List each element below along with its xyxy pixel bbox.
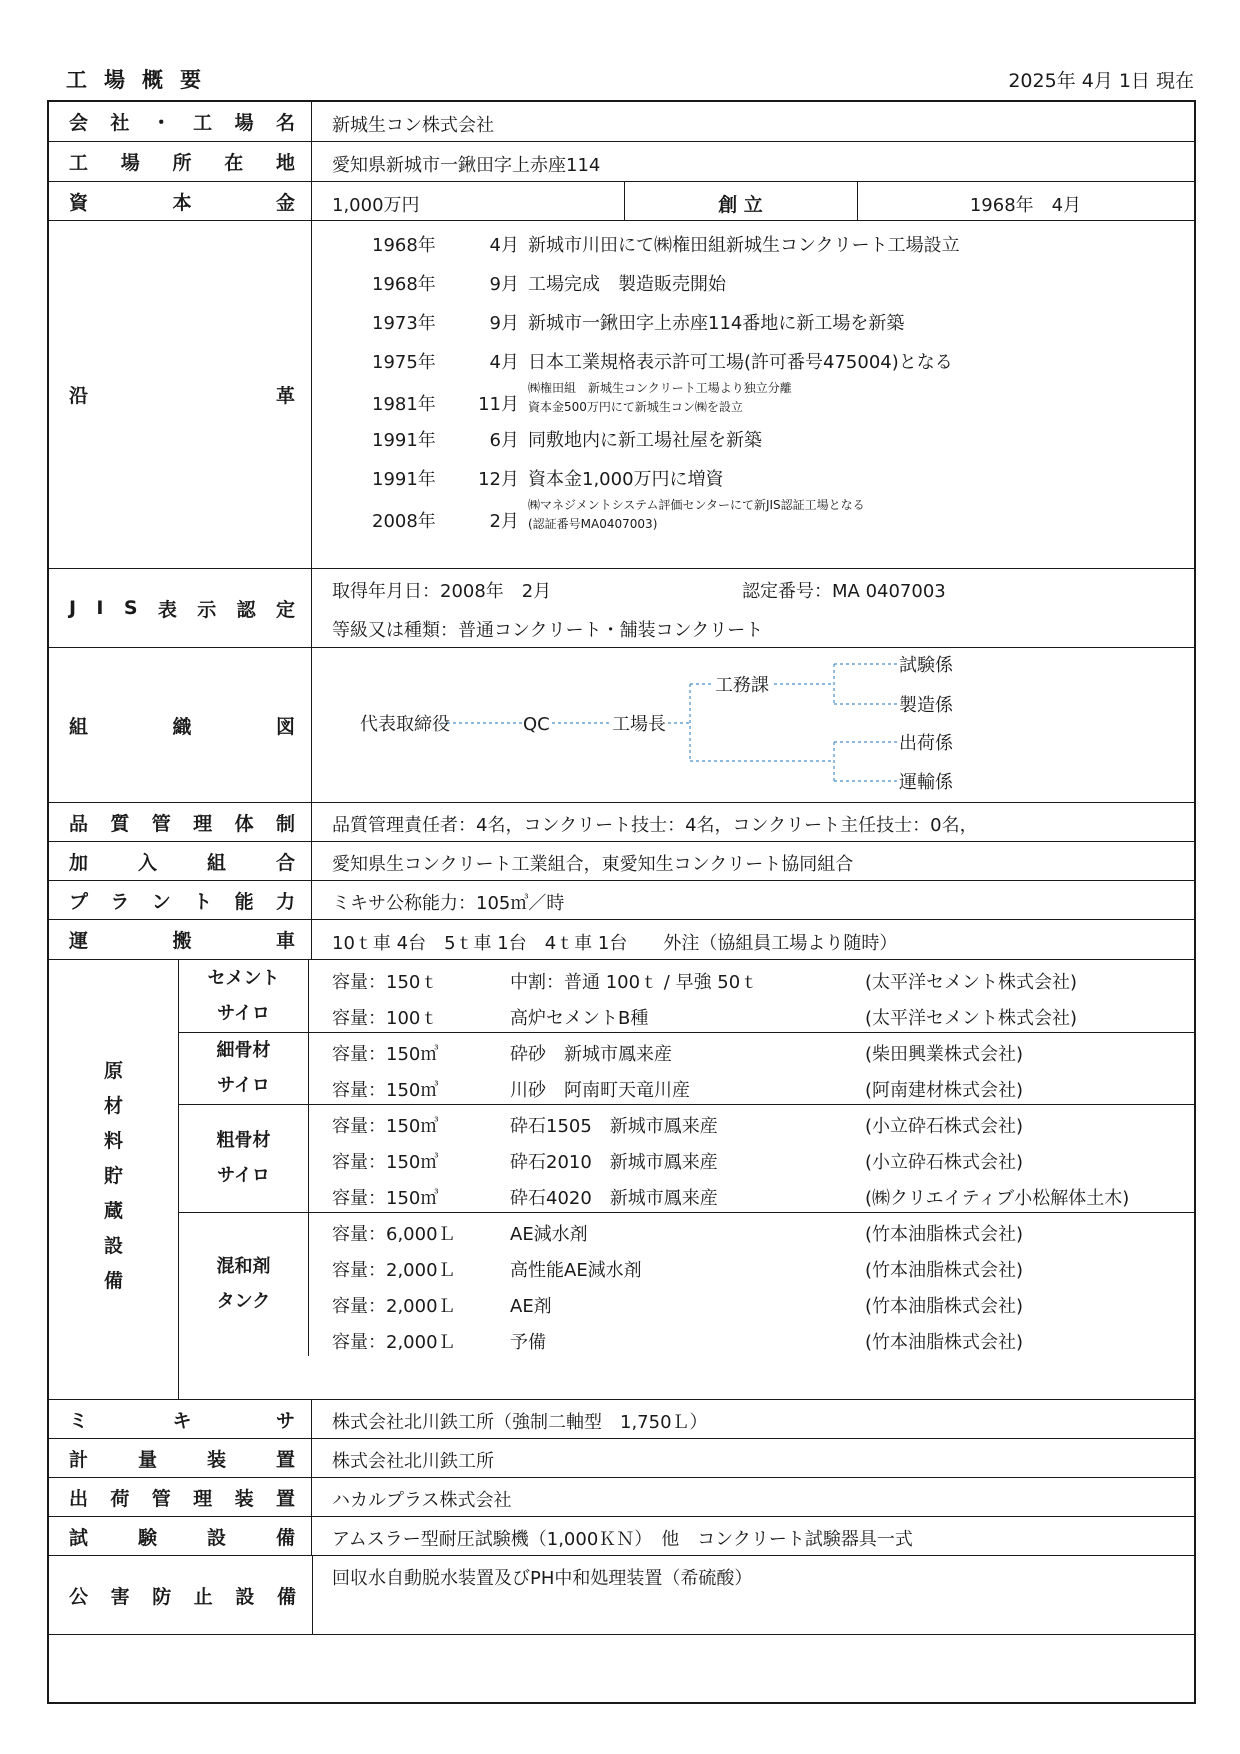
capital-value: 1,000万円 — [332, 195, 420, 216]
org-plant-manager: 工場長 — [612, 714, 666, 735]
history-text: 同敷地内に新工場社屋を新築 — [528, 430, 762, 451]
quality-value: 品質管理責任者：4名，コンクリート技士：4名，コンクリート主任技士：0名， — [332, 815, 978, 836]
material-supplier: (竹本油脂株式会社) — [865, 1260, 1024, 1281]
row-union — [49, 842, 1194, 881]
row-shipping-mgmt — [49, 1478, 1194, 1517]
as-of-date: 2025年 4月 1日 現在 — [1008, 70, 1194, 92]
org-testing: 試験係 — [899, 655, 953, 676]
org-transport: 運輸係 — [899, 772, 953, 793]
material-capacity: 容量：150㎥ — [332, 1152, 439, 1173]
material-supplier: (太平洋セメント株式会社) — [865, 972, 1078, 993]
history-text: ㈱権田組 新城生コンクリート工場より独立分離 資本金500万円にて新城生コン㈱を設立 — [528, 381, 792, 414]
jis-grade: 等級又は種類：普通コンクリート・舗装コンクリート — [332, 620, 764, 641]
history-year: 1968年 — [372, 235, 436, 256]
testing-value: アムスラー型耐圧試験機（1,000ＫＮ） 他 コンクリート試験器具一式 — [332, 1529, 913, 1550]
material-supplier: (竹本油脂株式会社) — [865, 1332, 1024, 1353]
material-supplier: (小立砕石株式会社) — [865, 1152, 1024, 1173]
label-capacity: プ ラ ン ト 能 力 — [49, 881, 312, 919]
material-capacity: 容量：150ｔ — [332, 972, 439, 993]
capacity-value: ミキサ公称能力：105㎥／時 — [332, 893, 565, 914]
row-quality — [49, 803, 1194, 842]
label-history: 沿 革 — [49, 221, 312, 568]
row-trucks — [49, 920, 1194, 960]
material-supplier: (阿南建材株式会社) — [865, 1080, 1024, 1101]
label-trucks: 運 搬 車 — [49, 920, 312, 959]
material-group-name: 細骨材 サイロ — [179, 1032, 309, 1104]
material-supplier: (竹本油脂株式会社) — [865, 1224, 1024, 1245]
label-company: 会 社 ・ 工 場 名 — [49, 102, 312, 141]
org-qc: QC — [523, 714, 550, 735]
history-year: 1981年 — [372, 394, 436, 415]
material-supplier: (竹本油脂株式会社) — [865, 1296, 1024, 1317]
material-description: AE減水剤 — [510, 1224, 588, 1245]
label-capital: 資 本 金 — [49, 182, 312, 220]
material-group-name: 粗骨材 サイロ — [179, 1104, 309, 1212]
material-supplier: (太平洋セメント株式会社) — [865, 1008, 1078, 1029]
label-shipping-mgmt: 出 荷 管 理 装 置 — [49, 1478, 312, 1516]
mixer-value: 株式会社北川鉄工所（強制二軸型 1,750Ｌ） — [332, 1412, 708, 1433]
material-line — [332, 1212, 1194, 1252]
page-title: 工場概要 — [66, 68, 218, 92]
material-line — [332, 1032, 1194, 1072]
history-month: 4月 — [489, 352, 519, 373]
material-line — [332, 960, 1194, 1000]
label-pollution: 公 害 防 止 設 備 — [69, 1585, 296, 1608]
row-weighing — [49, 1439, 1194, 1478]
shipping-mgmt-value: ハカルプラス株式会社 — [332, 1490, 512, 1511]
row-capacity — [49, 881, 1194, 920]
label-materials: 原 材 料 貯 蔵 設 備 — [103, 1060, 123, 1292]
material-capacity: 容量：150㎥ — [332, 1116, 439, 1137]
material-line — [332, 1176, 1194, 1216]
history-text: 新城市一鍬田字上赤座114番地に新工場を新築 — [528, 313, 905, 334]
material-group-name: 混和剤 タンク — [179, 1212, 309, 1356]
material-description: 予備 — [510, 1332, 546, 1353]
history-text: ㈱マネジメントシステム評価センターにて新JIS認証工場となる (認証番号MA0407003) — [528, 498, 865, 531]
material-description: 中割：普通 100ｔ / 早強 50ｔ — [510, 972, 759, 993]
material-line — [332, 1248, 1194, 1288]
material-line — [332, 1068, 1194, 1108]
material-description: 砕石1505 新城市鳳来産 — [510, 1116, 718, 1137]
label-mixer: ミ キ サ — [49, 1400, 312, 1438]
material-supplier: (柴田興業株式会社) — [865, 1044, 1024, 1065]
history-year: 1968年 — [372, 274, 436, 295]
row-testing — [49, 1517, 1194, 1556]
material-line — [332, 1140, 1194, 1180]
material-description: 砕砂 新城市鳳来産 — [510, 1044, 672, 1065]
history-text: 日本工業規格表示許可工場(許可番号475004)となる — [528, 352, 953, 373]
label-weighing: 計 量 装 置 — [49, 1439, 312, 1477]
material-line — [332, 1104, 1194, 1144]
material-capacity: 容量：150㎥ — [332, 1188, 439, 1209]
org-shipping: 出荷係 — [899, 733, 953, 754]
material-group-name: セメント サイロ — [179, 960, 309, 1032]
label-location: 工 場 所 在 地 — [49, 142, 312, 181]
row-capital — [49, 182, 1194, 221]
label-quality: 品 質 管 理 体 制 — [49, 803, 312, 841]
row-org-chart — [49, 648, 1194, 803]
history-month: 2月 — [489, 511, 519, 532]
material-capacity: 容量：2,000Ｌ — [332, 1296, 456, 1317]
org-chart — [312, 648, 1194, 802]
history-year: 1973年 — [372, 313, 436, 334]
history-month: 11月 — [478, 394, 519, 415]
history-year: 1975年 — [372, 352, 436, 373]
material-line — [332, 996, 1194, 1036]
union-value: 愛知県生コンクリート工業組合，東愛知生コンクリート協同組合 — [332, 854, 854, 875]
history-year: 2008年 — [372, 511, 436, 532]
material-capacity: 容量：2,000Ｌ — [332, 1260, 456, 1281]
founded-label: 創 立 — [718, 194, 763, 216]
material-description: 高性能AE減水剤 — [510, 1260, 642, 1281]
org-works-section: 工務課 — [715, 675, 769, 696]
row-jis — [49, 569, 1194, 648]
history-month: 4月 — [489, 235, 519, 256]
material-capacity: 容量：2,000Ｌ — [332, 1332, 456, 1353]
history-text: 資本金1,000万円に増資 — [528, 469, 724, 490]
material-line — [332, 1284, 1194, 1324]
history-month: 6月 — [489, 430, 519, 451]
label-jis: J I S 表 示 認 定 — [49, 569, 312, 647]
row-company — [49, 102, 1194, 142]
material-capacity: 容量：100ｔ — [332, 1008, 439, 1029]
row-history — [49, 221, 1194, 569]
trucks-value: 10ｔ車 4台 5ｔ車 1台 4ｔ車 1台 外注（協組員工場より随時） — [332, 933, 898, 954]
material-capacity: 容量：6,000Ｌ — [332, 1224, 456, 1245]
history-month: 9月 — [489, 274, 519, 295]
material-supplier: (㈱クリエイティブ小松解体土木) — [865, 1188, 1130, 1209]
material-description: 川砂 阿南町天竜川産 — [510, 1080, 690, 1101]
material-capacity: 容量：150㎥ — [332, 1080, 439, 1101]
org-ceo: 代表取締役 — [360, 714, 450, 735]
history-month: 9月 — [489, 313, 519, 334]
material-supplier: (小立砕石株式会社) — [865, 1116, 1024, 1137]
weighing-value: 株式会社北川鉄工所 — [332, 1451, 494, 1472]
row-pollution — [49, 1556, 1194, 1702]
history-text: 工場完成 製造販売開始 — [528, 274, 726, 295]
org-manufacturing: 製造係 — [899, 695, 953, 716]
overview-table — [47, 100, 1196, 1704]
material-capacity: 容量：150㎥ — [332, 1044, 439, 1065]
material-line — [332, 1320, 1194, 1360]
history-list — [312, 221, 1194, 568]
location-value: 愛知県新城市一鍬田字上赤座114 — [332, 155, 601, 176]
label-union: 加 入 組 合 — [49, 842, 312, 880]
history-month: 12月 — [478, 469, 519, 490]
label-org: 組 織 図 — [49, 648, 312, 802]
material-description: AE剤 — [510, 1296, 552, 1317]
history-text: 新城市川田にて㈱権田組新城生コンクリート工場設立 — [528, 235, 960, 256]
row-mixer — [49, 1400, 1194, 1439]
label-testing: 試 験 設 備 — [49, 1517, 312, 1555]
material-description: 砕石4020 新城市鳳来産 — [510, 1188, 718, 1209]
jis-acquired: 取得年月日：2008年 2月 — [332, 581, 552, 602]
history-year: 1991年 — [372, 430, 436, 451]
material-description: 高炉セメントB種 — [510, 1008, 649, 1029]
jis-cert-number: 認定番号：MA 0407003 — [742, 581, 946, 602]
founded-value: 1968年 4月 — [969, 195, 1082, 216]
pollution-value: 回収水自動脱水装置及びPH中和処理装置（希硫酸） — [332, 1568, 753, 1589]
company-name: 新城生コン株式会社 — [332, 115, 494, 136]
row-materials — [49, 960, 1194, 1400]
org-chart-diagram — [312, 648, 1192, 803]
materials-label-cell — [49, 960, 179, 1399]
row-location — [49, 142, 1194, 182]
history-year: 1991年 — [372, 469, 436, 490]
material-description: 砕石2010 新城市鳳来産 — [510, 1152, 718, 1173]
